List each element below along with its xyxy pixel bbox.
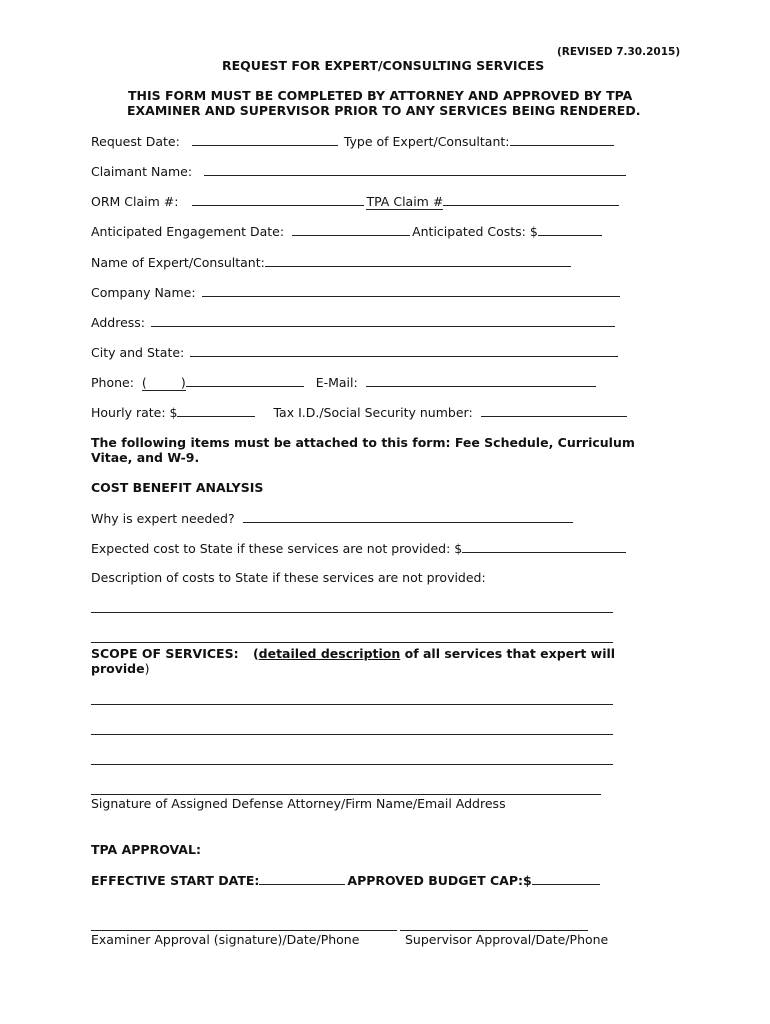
scope-close-paren: ) <box>144 661 150 676</box>
scope-line-1[interactable] <box>91 704 613 705</box>
request-date-label: Request Date: <box>91 134 180 149</box>
cost-description-line-2[interactable] <box>91 642 613 643</box>
examiner-approval-label: Examiner Approval (signature)/Date/Phone <box>91 932 360 947</box>
hourly-rate-field[interactable] <box>177 404 255 417</box>
budget-cap-field[interactable] <box>532 872 600 885</box>
attorney-signature-line[interactable] <box>91 794 601 795</box>
start-date-label: EFFECTIVE START DATE: <box>91 873 260 888</box>
address-label: Address: <box>91 315 145 330</box>
notice-line-2: EXAMINER AND SUPERVISOR PRIOR TO ANY SERVICES BEING RENDERED. <box>127 103 641 118</box>
orm-claim-label: ORM Claim #: <box>91 194 179 209</box>
tpa-claim-label: TPA Claim # <box>366 194 444 209</box>
phone-number-field[interactable] <box>186 374 304 387</box>
expected-cost-field[interactable] <box>462 540 626 553</box>
phone-label: Phone: <box>91 375 134 390</box>
expert-type-field[interactable] <box>510 133 614 146</box>
rate-row <box>91 404 629 421</box>
scope-open-paren: ( <box>252 646 259 661</box>
expected-cost-row <box>91 540 628 557</box>
attachments-line-2: Vitae, and W-9. <box>91 450 200 465</box>
attachments-line-1: The following items must be attached to this form: Fee Schedule, Curriculum <box>91 435 635 450</box>
phone-row <box>91 374 598 391</box>
tax-id-field[interactable] <box>481 404 627 417</box>
scope-line-2[interactable] <box>91 734 613 735</box>
scope-heading-line-2 <box>91 661 149 677</box>
why-needed-label: Why is expert needed? <box>91 511 235 526</box>
orm-claim-field[interactable] <box>192 193 364 206</box>
supervisor-signature-line[interactable] <box>400 930 588 931</box>
company-row <box>91 284 622 301</box>
scope-line-3[interactable] <box>91 764 613 765</box>
supervisor-approval-label: Supervisor Approval/Date/Phone <box>405 932 609 947</box>
request-date-row <box>91 133 616 150</box>
anticipated-costs-field[interactable] <box>538 223 602 236</box>
expected-cost-label: Expected cost to State if these services are not provided: $ <box>91 541 463 556</box>
hourly-rate-label: Hourly rate: $ <box>91 405 178 420</box>
company-name-field[interactable] <box>202 284 620 297</box>
approval-row <box>91 872 602 889</box>
tpa-claim-field[interactable] <box>443 193 619 206</box>
city-state-field[interactable] <box>190 344 618 357</box>
tpa-approval-heading: TPA APPROVAL: <box>91 842 201 857</box>
email-field[interactable] <box>366 374 596 387</box>
revision-date: (REVISED 7.30.2015) <box>557 46 681 58</box>
scope-heading: SCOPE OF SERVICES: <box>91 646 239 661</box>
start-date-field[interactable] <box>259 872 345 885</box>
cost-benefit-heading: COST BENEFIT ANALYSIS <box>91 480 264 495</box>
company-name-label: Company Name: <box>91 285 196 300</box>
claimant-row <box>91 163 628 180</box>
address-row <box>91 314 617 331</box>
claim-row <box>91 193 621 210</box>
anticipated-costs-label: Anticipated Costs: $ <box>412 224 538 239</box>
city-state-row <box>91 344 620 361</box>
examiner-signature-line[interactable] <box>91 930 397 931</box>
expert-name-field[interactable] <box>265 254 571 267</box>
why-needed-row <box>91 510 575 527</box>
phone-close-paren: ) <box>180 375 186 390</box>
cost-description-label: Description of costs to State if these services are not provided: <box>91 570 486 585</box>
scope-provide-text: provide <box>91 661 145 676</box>
scope-heading-line-1 <box>91 646 615 662</box>
claimant-name-label: Claimant Name: <box>91 164 193 179</box>
budget-cap-label: APPROVED BUDGET CAP:$ <box>347 873 532 888</box>
scope-underlined-text: detailed description <box>258 646 401 661</box>
address-field[interactable] <box>151 314 615 327</box>
phone-open-paren: ( <box>141 375 147 390</box>
engagement-row <box>91 223 604 240</box>
form-title: REQUEST FOR EXPERT/CONSULTING SERVICES <box>222 58 545 73</box>
email-label: E-Mail: <box>315 375 358 390</box>
why-needed-field[interactable] <box>243 510 573 523</box>
request-date-field[interactable] <box>192 133 338 146</box>
city-state-label: City and State: <box>91 345 185 360</box>
cost-description-line-1[interactable] <box>91 612 613 613</box>
engagement-date-field[interactable] <box>292 223 410 236</box>
attorney-signature-label: Signature of Assigned Defense Attorney/Firm Name/Email Address <box>91 796 506 811</box>
scope-rest-text: of all services that expert will <box>400 646 616 661</box>
expert-name-label: Name of Expert/Consultant: <box>91 255 265 270</box>
phone-area-code-field[interactable] <box>142 375 186 391</box>
notice-line-1: THIS FORM MUST BE COMPLETED BY ATTORNEY AND APPROVED BY TPA <box>128 88 633 103</box>
expert-name-row <box>91 254 573 271</box>
tax-id-label: Tax I.D./Social Security number: <box>273 405 473 420</box>
engagement-date-label: Anticipated Engagement Date: <box>91 224 285 239</box>
expert-type-label: Type of Expert/Consultant: <box>343 134 510 149</box>
claimant-name-field[interactable] <box>204 163 626 176</box>
